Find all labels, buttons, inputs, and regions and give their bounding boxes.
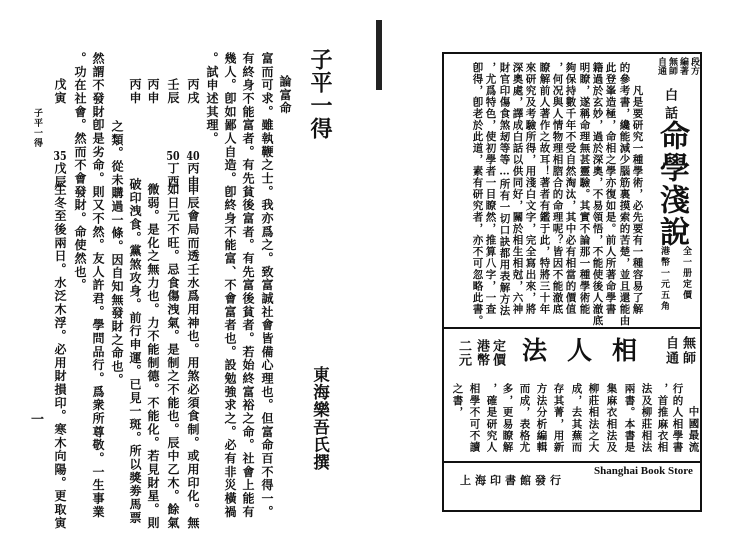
ad-text-column: ，確是研究人: [485, 383, 498, 454]
text-column: 之類。從未購過一條。因自知無發財之命也。: [110, 120, 124, 387]
luck-pillar: 戊辰: [53, 162, 67, 189]
ad-text-column: ，尤爲特色，使初學者一目瞭然，推算八字，一查: [484, 62, 497, 315]
ad-text-column: 卽得，卽老於此道，素有研究者，亦不可忽略此書。: [471, 62, 484, 327]
price-column: 港幣一元五角: [659, 246, 669, 312]
book-title: 子平一得: [307, 48, 333, 140]
divider: [442, 461, 700, 463]
ad-text-column: 夠保持數千年不受自然淘汰，其中必有相當的價值: [564, 62, 577, 315]
publisher-chinese: 上海印書館發行: [460, 474, 565, 487]
text-column: 幾人。卽如鄙人自造。卽終身不能富、不會富者也。設勉強求之。必有非災橫禍: [223, 52, 237, 519]
luck-pillar: 丁酉: [166, 162, 180, 189]
chart-text: 生冬至後兩日。水泛木浮。必用財損印。寒木向陽。更取寅: [53, 183, 67, 530]
ad-text-column: 瞭解前人著作之故耳！著者有鑑于此，特將三十年: [538, 62, 551, 315]
ad-text-column: 此登峯造極，命相之學亦復如是。前人所著命學書: [604, 62, 617, 315]
text-column: 。功在社會。然而不會發財。命使然也。: [73, 52, 87, 292]
price-column: 二元: [456, 339, 471, 367]
age: 40: [186, 150, 200, 162]
publisher-english: Shanghai Book Store: [594, 465, 693, 477]
pillar: 戊寅: [53, 78, 67, 105]
ad-text-column: 而成，表格尤: [518, 383, 531, 454]
divider: [442, 327, 700, 329]
author-column: 編著: [678, 57, 688, 75]
ad-text-column: 行的人相學書: [671, 383, 684, 454]
footer-title: 子平一得: [32, 108, 42, 148]
price-column: 定價: [490, 339, 505, 367]
ad-text-column: 財官印傷食煞刼等等…所有一切口訣都用表解方法: [498, 62, 511, 317]
pillar: 丙戌: [186, 78, 200, 105]
ad-text-column: 籍過於玄妙，過於深奧，不易領悟，不能使後人澈底: [591, 62, 604, 327]
author-column: 自通: [656, 57, 666, 75]
ad-text-column: 之書，: [451, 383, 464, 419]
page-number: 一: [28, 412, 43, 425]
ad-text-column: 兩書。本書是: [623, 383, 636, 454]
price-column: 全一册定價: [681, 246, 691, 301]
chart-text: 微弱。是化之無力也。力不能制德。不能化。若見財星。則: [146, 183, 160, 530]
text-column: 。試申述其理。: [205, 52, 219, 146]
ad-text-column: ，何况與人情物理相脗合的命理呢？皆因不能澈底: [551, 62, 564, 315]
chart-text: 破印洩食。黨煞攻身。前行申運。已見一斑。所以獎劵馬票: [128, 178, 142, 525]
ad-text-column: 深奧處，譯成白話以供同好，關於相生相尅，六神: [511, 62, 524, 315]
age: 35: [53, 150, 67, 162]
pillar: 丙申: [146, 78, 160, 105]
pillar: 壬辰: [166, 78, 180, 105]
ad-title: 命學淺說: [654, 120, 689, 248]
chart-text: 如日元不旺。忌食傷洩氣。是制之不能也。辰中乙木。餘氣: [166, 183, 180, 530]
author-column: 段方: [689, 57, 699, 75]
ad-text-column: 相學不可不讀: [468, 383, 481, 454]
chart-text: 申辰會局而透壬水爲用神也。用煞必須食制。或用印化。無: [186, 183, 200, 530]
author-line: 東海樂吾氏撰: [310, 366, 330, 471]
ad-title: 相人法: [522, 336, 658, 365]
price-column: 港幣: [474, 339, 489, 367]
ad-text-column: 柳莊相法之大: [587, 383, 600, 454]
luck-pillar: 丙申: [186, 162, 200, 189]
ad-text-column: 存其菁，用新: [552, 383, 565, 454]
ad-text-column: 集麻衣相法及: [605, 383, 618, 454]
ad-text-column: 中國最流: [687, 406, 700, 453]
ad-text-column: 凡是要研究一種學術，必先要有一種容易了解: [631, 85, 644, 315]
ad-text-column: 明瞭，遂稱命理無甚靈驗。其實不論那一種學術能: [578, 62, 591, 315]
pillar: 丙申: [128, 78, 142, 105]
text-column: 富而可求。雖執鞭之士。我亦爲之。致富誠社會皆備心理也。但富命百不得一。: [260, 52, 274, 519]
ad-text-column: 來研究及考驗所得，用淺白文字，完全寫出來，將: [524, 62, 537, 315]
text-column: 然謂不發財卽是劣命。則又不然。友人許君。學問品行。爲衆所尊敬。一生事業: [91, 52, 105, 519]
ad-text-column: 多，更易瞭解: [501, 383, 514, 454]
section-heading: 論富命: [278, 75, 292, 115]
ad-text-column: 法及柳莊相法: [640, 383, 653, 454]
ad-text-column: 的參考書，纔能減少腦筋裏摸索的苦楚，並且還能由: [618, 62, 631, 327]
page-gutter-shadow: [376, 20, 382, 90]
ad-text-column: 成，去其蕪而: [570, 383, 583, 454]
ad-text-column: 方法分析編輯: [535, 383, 548, 454]
author-column: 無師: [667, 57, 677, 75]
ad-text-column: ，首推麻衣相: [656, 383, 669, 454]
tag-column: 自通: [663, 336, 678, 366]
text-column: 有終身不能富者。有先貧後富者。有先富後貧者。若始終富裕之命。社會上能有: [241, 52, 255, 519]
tag-column: 無師: [680, 336, 695, 366]
ad-subtitle: 白話: [662, 88, 677, 124]
age: 50: [166, 150, 180, 162]
